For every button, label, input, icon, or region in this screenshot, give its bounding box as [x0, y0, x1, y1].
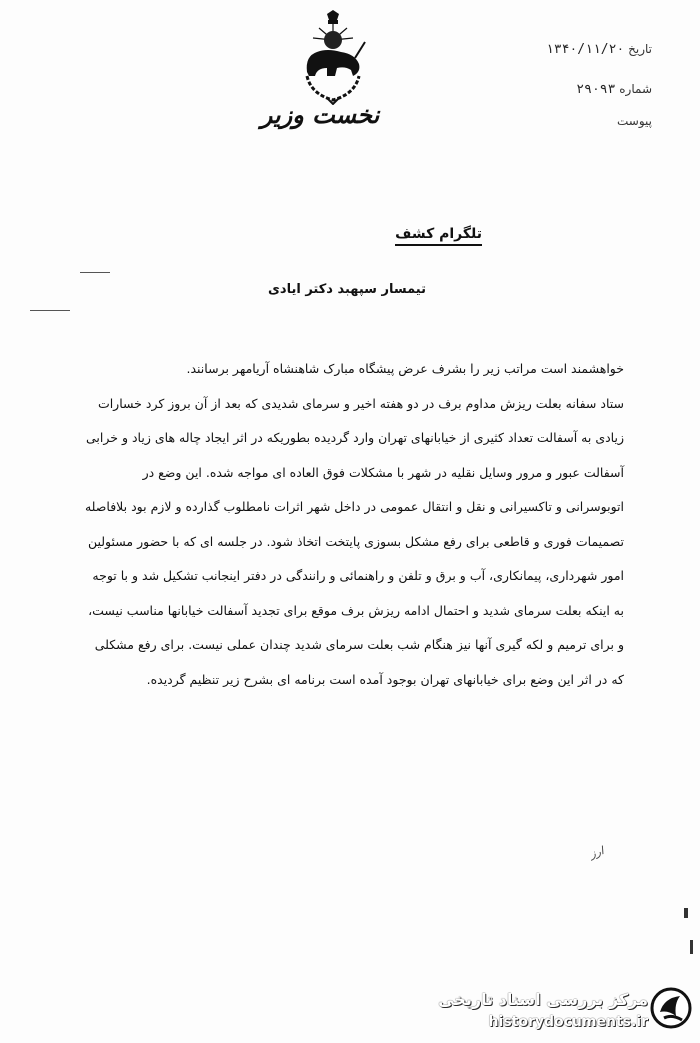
date-value: ۱۳۴۰/۱۱/۲۰	[546, 42, 625, 57]
margin-note: ارز	[588, 844, 606, 861]
body-main-paragraph: ستاد سفانه بعلت ریزش مداوم برف در دو هفته اخیر و سرمای شدیدی که بعد از آن بروز کرد خسارات زیادی به آسفالت تعداد کثیری از خیابانهای تهران وارد گردیده بطوریکه در اثر ایجاد چاله های زیاد و خرابی آسفالت عبور و مرور وسایل نقلیه در شهر با مشکلات فوق العاده ای مواجه شده. این وضع در اتوبوسرانی و تاکسیرانی و نقل و انتقال عمومی در داخل شهر اثرات نامطلوب گذارده و لازم بود بلافاصله تصمیمات فوری و قاطعی برای رفع مشکل بسوزی پایتخت اتخاذ شود. در جلسه ای که با حضور مسئولین امور شهرداری، پیمانکاری، آب و برق و تلفن و راهنمائی و رانندگی در دفتر اینجانب تشکیل شد و با توجه به اینکه بعلت سرمای شدید و احتمال ادامه ریزش برف موقع برای تجدید آسفالت خیابانها مناسب نیست، و برای ترمیم و لکه گیری آنها نیز هنگام شب بعلت سرمای شدید چندان عملی نیست. برای رفع مشکلی که در اثر این وضع برای خیابانهای تهران بوجود آمده است برنامه ای بشرح زیر تنظیم گردیده.	[84, 395, 624, 687]
number-label: شماره	[619, 82, 652, 96]
watermark-org-name: مرکز بررسی اسناد تاریخی	[438, 990, 648, 1009]
body-first-paragraph: خواهشمند است مراتب زیر را بشرف عرض پیشگاه مبارک شاهنشاه آریامهر برسانند.	[186, 361, 624, 376]
letter-body	[84, 352, 624, 697]
scan-mark	[30, 310, 70, 311]
addressee: تیمسار سپهبد دکتر ایادی	[268, 282, 426, 297]
watermark-url: historydocuments.ir	[488, 1014, 648, 1030]
date-label: تاریخ	[628, 42, 652, 56]
archive-logo-icon	[650, 986, 692, 1030]
classification-heading: تلگرام کشف	[395, 226, 482, 246]
scan-speck	[684, 908, 688, 918]
lion-and-sun-emblem	[297, 10, 369, 105]
scan-speck	[690, 940, 693, 954]
date-field	[452, 42, 652, 64]
ministry-title: نخست وزیر	[260, 100, 380, 129]
attachment-label: پیوست	[617, 114, 652, 128]
attachment-field	[452, 114, 652, 136]
number-field	[452, 82, 652, 104]
number-value: ۲۹۰۹۳	[576, 82, 616, 97]
scan-mark	[80, 272, 110, 273]
